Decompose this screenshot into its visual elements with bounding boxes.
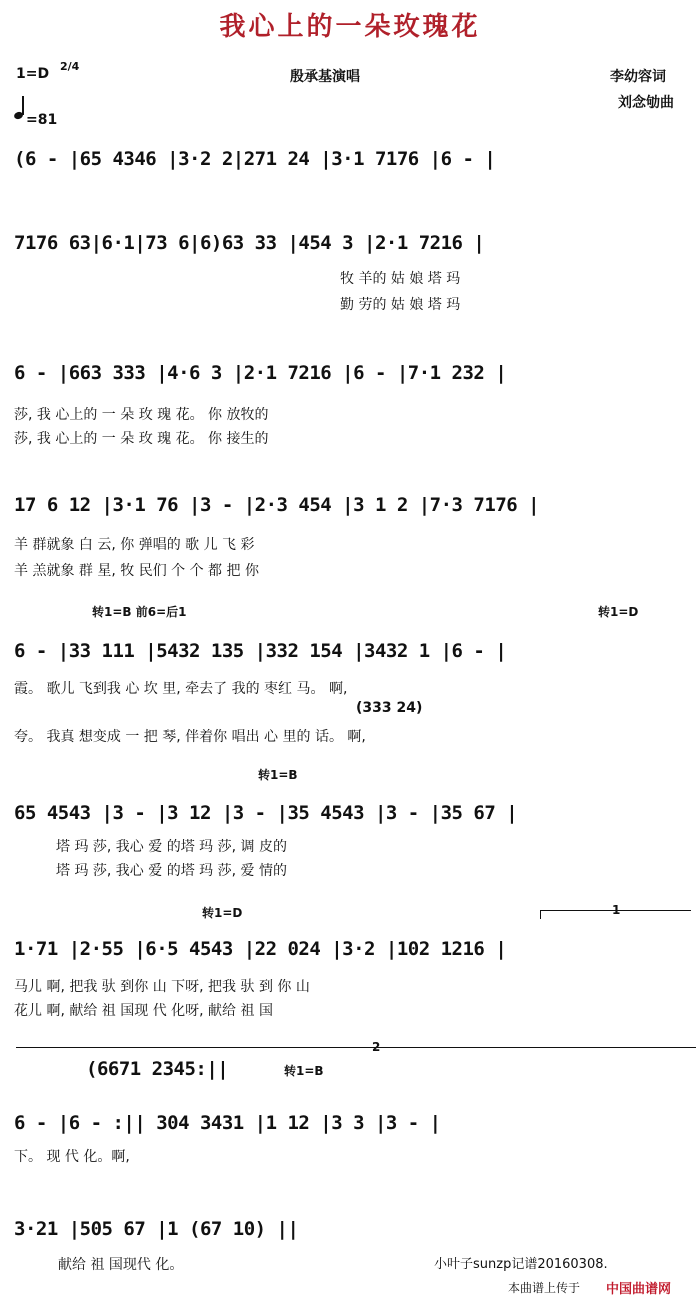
second-ending-bracket (16, 1047, 696, 1056)
lyricist-credit: 李幼容词 (610, 69, 666, 85)
lyric-line-3-verse-2: 莎, 我 心上的 一 朵 玫 瑰 花。 你 接生的 (14, 431, 269, 447)
lyric-line-5-verse-1: 霞。 歌儿 飞到我 心 坎 里, 牵去了 我的 枣红 马。 啊, (14, 681, 348, 697)
notation-line-8: (6671 2345:|| (86, 1058, 229, 1080)
key-change-annotation: 转1=B (258, 768, 298, 782)
notation-line-7: 1·71 |2·55 |6·5 4543 |22 024 |3·2 |102 1216 | (14, 938, 507, 960)
lyric-line-6-verse-2: 塔 玛 莎, 我心 爱 的塔 玛 莎, 爱 情的 (56, 863, 287, 879)
transcriber-credit: 小叶子sunzp记谱20160308. (434, 1257, 608, 1272)
lyric-line-9: 下。 现 代 化。啊, (14, 1149, 130, 1165)
key-change-annotation: 转1=D (598, 605, 639, 619)
key-change-annotation: 转1=B (284, 1064, 324, 1078)
time-signature: 2/4 (60, 60, 80, 73)
composer-credit: 刘念劬曲 (618, 95, 674, 111)
lyric-line-2-verse-1: 牧 羊的 姑 娘 塔 玛 (340, 271, 461, 287)
lyric-line-2-verse-2: 勤 劳的 姑 娘 塔 玛 (340, 297, 461, 313)
first-ending-number: 1 (612, 903, 621, 917)
lyric-line-7-verse-1: 马儿 啊, 把我 驮 到你 山 下呀, 把我 驮 到 你 山 (14, 979, 310, 995)
notation-line-10: 3·21 |505 67 |1 (67 10) || (14, 1218, 299, 1240)
site-logo: 中国曲谱网 (606, 1282, 672, 1297)
notation-line-4: 17 6 12 |3·1 76 |3 - |2·3 454 |3 1 2 |7·3 7176 | (14, 494, 540, 516)
lyric-line-5-alt-notes: (333 24) (356, 700, 423, 716)
notation-line-9: 6 - |6 - :|| 304 3431 |1 12 |3 3 |3 - | (14, 1112, 441, 1134)
notation-line-6: 65 4543 |3 - |3 12 |3 - |35 4543 |3 - |35 67 | (14, 802, 518, 824)
key-change-annotation: 转1=D (202, 906, 243, 920)
lyric-line-4-verse-1: 羊 群就象 白 云, 你 弹唱的 歌 儿 飞 彩 (14, 537, 255, 553)
upload-note: 本曲谱上传于 (508, 1281, 581, 1295)
tempo-marking: =81 (26, 112, 58, 128)
notation-line-5: 6 - |33 111 |5432 135 |332 154 |3432 1 |6 - | (14, 640, 507, 662)
lyric-line-3-verse-1: 莎, 我 心上的 一 朵 玫 瑰 花。 你 放牧的 (14, 407, 269, 423)
lyric-line-6-verse-1: 塔 玛 莎, 我心 爱 的塔 玛 莎, 调 皮的 (56, 839, 287, 855)
quarter-note-head-icon (13, 111, 24, 121)
key-change-annotation: 转1=B 前6=后1 (92, 605, 187, 619)
lyric-line-7-verse-2: 花儿 啊, 献给 祖 国现 代 化呀, 献给 祖 国 (14, 1003, 273, 1019)
singer-credit: 殷承基演唱 (290, 69, 360, 85)
second-ending-number: 2 (372, 1040, 381, 1054)
lyric-line-10: 献给 祖 国现代 化。 (58, 1257, 184, 1273)
notation-line-3: 6 - |663 333 |4·6 3 |2·1 7216 |6 - |7·1 232 | (14, 362, 507, 384)
lyric-line-4-verse-2: 羊 羔就象 群 星, 牧 民们 个 个 都 把 你 (14, 563, 259, 579)
song-title: 我心上的一朵玫瑰花 (219, 12, 481, 42)
key-signature: 1=D (16, 66, 50, 82)
lyric-line-5-verse-2: 夸。 我真 想变成 一 把 琴, 伴着你 唱出 心 里的 话。 啊, (14, 729, 366, 745)
notation-line-1: (6 - |65 4346 |3·2 2|271 24 |3·1 7176 |6 - | (14, 148, 496, 170)
notation-line-2: 7176 63|6·1|73 6|6)63 33 |454 3 |2·1 7216 | (14, 232, 485, 254)
